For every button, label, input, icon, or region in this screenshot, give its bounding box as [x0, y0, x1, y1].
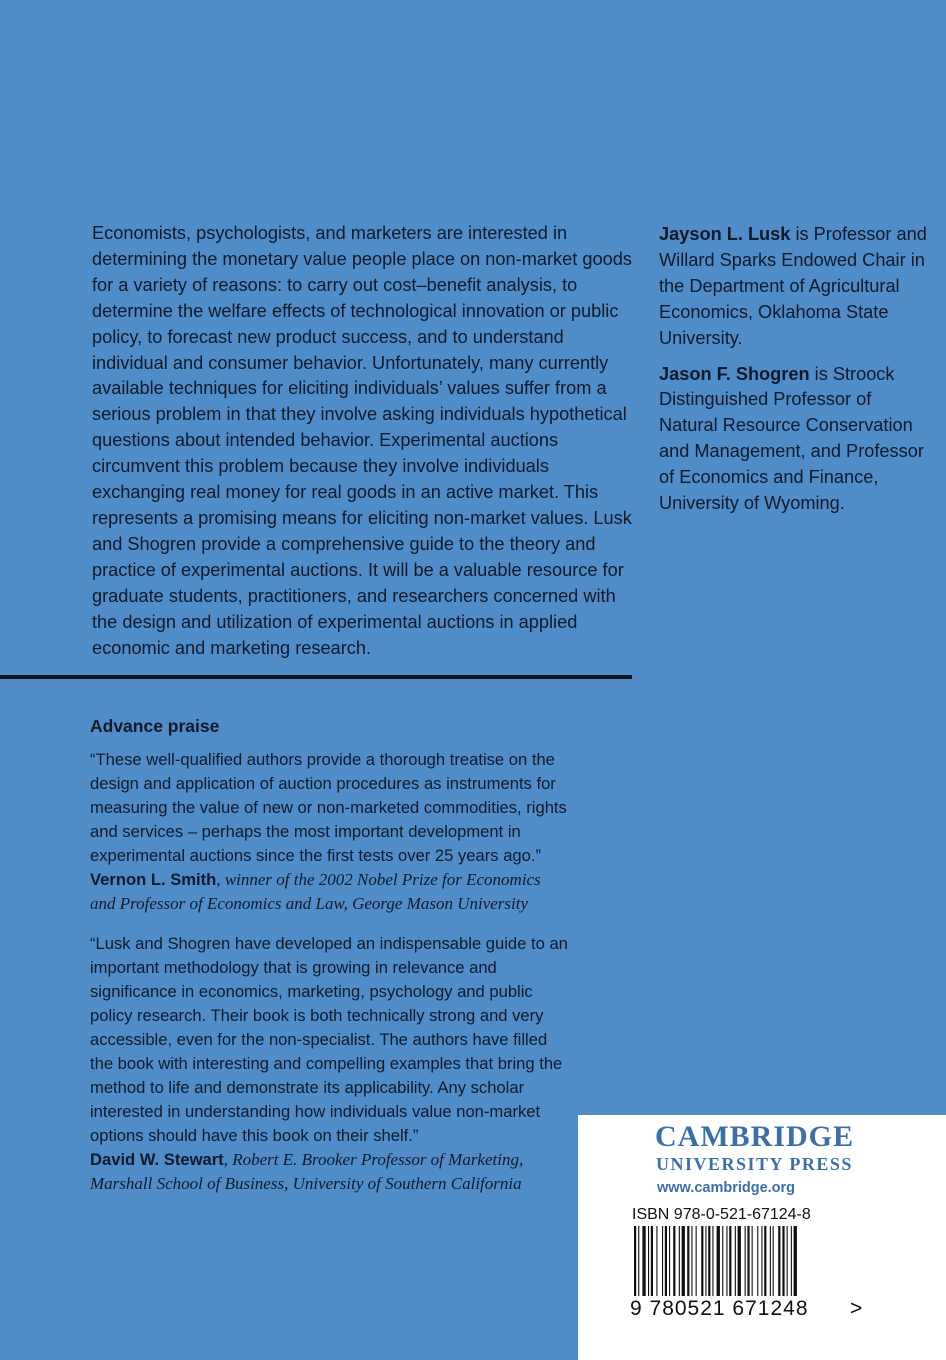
barcode-bar — [726, 1226, 727, 1296]
praise-author: David W. Stewart — [90, 1150, 224, 1169]
barcode-bar — [673, 1226, 675, 1296]
author-bio-shogren — [659, 362, 929, 517]
barcode-bar — [794, 1226, 797, 1296]
barcode-bar — [770, 1226, 771, 1296]
barcode-bar — [642, 1226, 645, 1296]
publisher-url: www.cambridge.org — [657, 1180, 796, 1196]
praise-attribution-smith — [90, 868, 570, 916]
barcode-bar — [745, 1226, 746, 1296]
section-divider — [0, 675, 632, 679]
barcode-bar — [773, 1226, 774, 1296]
barcode-bar — [648, 1226, 649, 1296]
barcode-bar — [747, 1226, 749, 1296]
barcode-bar — [764, 1226, 766, 1296]
barcode-arrow: > — [850, 1297, 863, 1320]
barcode-bar — [705, 1226, 706, 1296]
barcode-bar — [738, 1226, 741, 1296]
barcode-bar — [735, 1226, 736, 1296]
praise-quote-smith: “These well-qualified authors provide a thorough treatise on the design and application of auction procedures as instruments for measuring the value of new or non-marketed commodities, rights and services – perhaps the most important development in experimental auctions since the first tests over 25 years ago.” — [90, 750, 567, 865]
barcode-bar — [782, 1226, 784, 1296]
barcode-bar — [787, 1226, 788, 1296]
barcode-bar — [651, 1226, 653, 1296]
barcode-bar — [712, 1226, 713, 1296]
barcode — [632, 1226, 856, 1296]
barcode-bar — [761, 1226, 762, 1296]
barcode-bar — [634, 1226, 636, 1296]
author-bio-text: is Professor and Willard Sparks Endowed Chair in the Department of Agricultural Economics, Oklahoma State University. — [659, 224, 927, 348]
author-name: Jayson L. Lusk — [659, 224, 791, 244]
praise-affiliation: , Robert E. Brooker Professor of Marketing, Marshall School of Business, University of Southern California — [90, 1150, 524, 1193]
barcode-bar — [757, 1226, 758, 1296]
barcode-bar — [729, 1226, 731, 1296]
barcode-bar — [656, 1226, 657, 1296]
praise-attribution-stewart — [90, 1148, 570, 1196]
barcode-bar — [791, 1226, 792, 1296]
barcode-bar — [722, 1226, 723, 1296]
barcode-bar — [701, 1226, 703, 1296]
author-bios — [659, 222, 929, 527]
publisher-logo-name: CAMBRIDGE — [655, 1120, 855, 1153]
publisher-logo-subname: UNIVERSITY PRESS — [656, 1154, 853, 1174]
barcode-bar — [687, 1226, 689, 1296]
barcode-digits: 9 780521 671248 — [630, 1297, 809, 1320]
barcode-bar — [682, 1226, 685, 1296]
barcode-bar — [752, 1226, 753, 1296]
praise-quote-stewart: “Lusk and Shogren have developed an indispensable guide to an important methodology that is growing in relevance and significance in economics, marketing, psychology and public policy research. Their book is both technically strong and very accessible, even for the non-specialist. The authors have filled the book with interesting and compelling examples that bring the method to life and demonstrate its applicability. Any scholar interested in understanding how individuals value non-market options should have this book on their shelf.” — [90, 934, 568, 1145]
barcode-bar — [679, 1226, 680, 1296]
author-bio-text: is Stroock Distinguished Professor of Natural Resource Conservation and Management, and Professor of Economics and Finance, University of Wyoming. — [659, 363, 924, 514]
barcode-bar — [638, 1226, 639, 1296]
praise-author: Vernon L. Smith — [90, 870, 217, 889]
barcode-bar — [662, 1226, 663, 1296]
author-name: Jason F. Shogren — [659, 363, 810, 384]
advance-praise-section — [90, 714, 570, 1212]
barcode-bar — [696, 1226, 697, 1296]
barcode-bar — [708, 1226, 710, 1296]
praise-affiliation: , winner of the 2002 Nobel Prize for Economics and Professor of Economics and Law, George Mason University — [90, 870, 541, 913]
barcode-bar — [778, 1226, 780, 1296]
book-description: Economists, psychologists, and marketers are interested in determining the monetary value people place on non-market goods for a variety of reasons: to carry out cost–benefit analysis, to determine the welfare effects of technological innovation or public policy, to forecast new product success, and to understand individual and consumer behavior. Unfortunately, many currently available techniques for eliciting individuals’ values suffer from a serious problem in that they involve asking individuals hypothetical questions about intended behavior. Experimental auctions circumvent this problem because they involve individuals exchanging real money for real goods in an active market. This represents a promising means for eliciting non-market values. Lusk and Shogren provide a comprehensive guide to the theory and practice of experimental auctions. It will be a valuable resource for graduate students, practitioners, and researchers concerned with the design and utilization of experimental auctions in applied economic and marketing research. — [92, 223, 632, 658]
barcode-bar — [691, 1226, 692, 1296]
barcode-bar — [665, 1226, 667, 1296]
barcode-bar — [669, 1226, 670, 1296]
isbn-label: ISBN 978-0-521-67124-8 — [632, 1206, 811, 1223]
praise-heading: Advance praise — [90, 716, 220, 736]
author-bio-lusk — [659, 222, 929, 352]
barcode-bar — [717, 1226, 720, 1296]
